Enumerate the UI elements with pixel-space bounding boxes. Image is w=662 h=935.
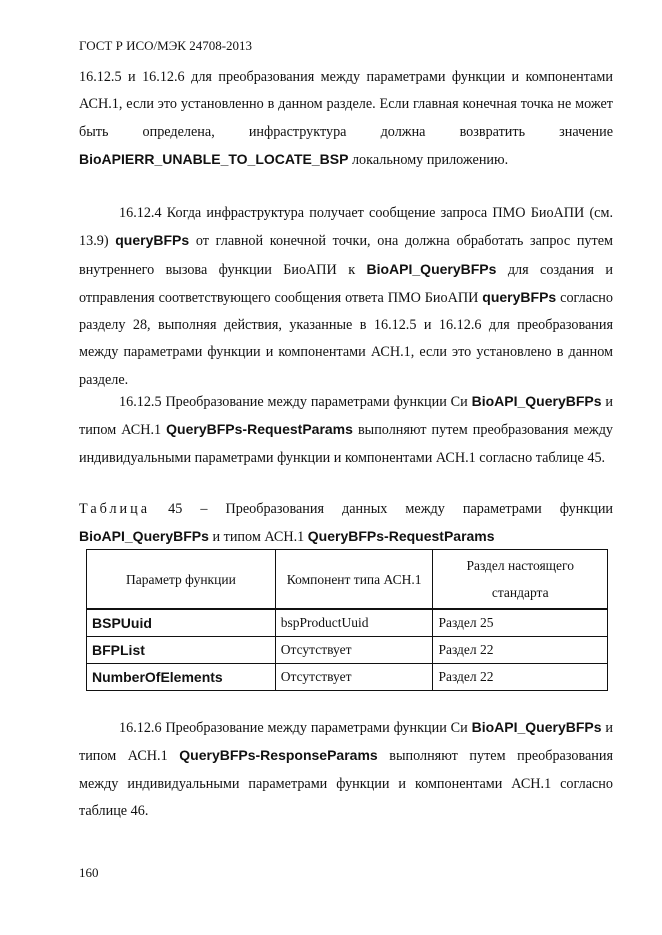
text: выполняют путем преобразования между индивидуальными параметрами функции и компонентами АСН.1 согласно таблице 46. <box>79 748 613 819</box>
table-cell: Отсутствует <box>275 637 433 664</box>
table-cell: Раздел 25 <box>433 609 608 637</box>
header-cell: Компонент типа АСН.1 <box>275 550 433 610</box>
text: 45 – Преобразования данных между параметрами функции <box>168 501 614 517</box>
header-cell: Параметр функции <box>87 550 276 610</box>
code-term: BioAPI_QueryBFPs <box>471 719 602 735</box>
table-row <box>87 637 608 664</box>
code-term: queryBFPs <box>482 288 557 305</box>
paragraph-16-12-5 <box>79 388 613 472</box>
text: для создания и отправления соответствующего сообщения ответа ПМО БиоАПИ <box>79 261 614 306</box>
text: и типом АСН.1 <box>212 529 305 546</box>
text: локальному приложению. <box>351 151 509 168</box>
table-cell: Раздел 22 <box>433 664 608 691</box>
code-term: BioAPI_QueryBFPs <box>471 393 602 409</box>
code-term: queryBFPs <box>115 232 190 249</box>
paragraph-16-12-4 <box>79 200 613 394</box>
text: 16.12.4 Когда инфраструктура получает сообщение запроса ПМО БиоАПИ (см. 13.9) <box>79 205 613 250</box>
table-cell: BSPUuid <box>87 609 276 637</box>
code-term: QueryBFPs-RequestParams <box>307 528 495 545</box>
code-term: BioAPI_QueryBFPs <box>366 260 497 277</box>
table-header-row <box>87 550 608 610</box>
table-cell: BFPList <box>87 637 276 664</box>
error-code: BioAPIERR_UNABLE_TO_LOCATE_BSP <box>79 150 349 167</box>
text: и типом АСН.1 <box>79 394 613 439</box>
table-cell: Раздел 22 <box>433 637 608 664</box>
paragraph-16-12-6 <box>79 714 613 825</box>
text: от главной конечной точки, она должна обработать запрос путем внутреннего вызова функции БиоАПИ к <box>79 233 614 278</box>
caption-label: Таблица <box>79 501 151 517</box>
table-cell: bspProductUuid <box>275 609 433 637</box>
page-header: ГОСТ Р ИСО/МЭК 24708-2013 <box>79 38 253 53</box>
page-number: 160 <box>79 865 99 880</box>
header-cell: Раздел настоящего стандарта <box>433 550 608 610</box>
paragraph-16-12-3-tail <box>79 64 613 174</box>
text: 16.12.5 и 16.12.6 для преобразования между параметрами функции и компонентами АСН.1, если это установленно в данном разделе. Если главная конечная точка не может быть определена, инфраструктура должна возвратить значение <box>79 69 613 140</box>
code-term: BioAPI_QueryBFPs <box>79 528 209 545</box>
text: 16.12.6 Преобразование между параметрами функции Си <box>119 720 468 736</box>
text: и типом АСН.1 <box>79 720 613 765</box>
table-cell: Отсутствует <box>275 664 433 691</box>
table-row <box>87 664 608 691</box>
table-cell: NumberOfElements <box>87 664 276 691</box>
table-45 <box>86 549 608 691</box>
table-caption <box>79 496 613 552</box>
text: выполняют путем преобразования между индивидуальными параметрами функции и компонентами АСН.1 согласно таблице 45. <box>79 422 614 466</box>
table-row <box>87 609 608 637</box>
text: 16.12.5 Преобразование между параметрами функции Си <box>119 394 468 410</box>
code-term: QueryBFPs-RequestParams <box>166 421 353 438</box>
text: согласно разделу 28, выполняя действия, указанные в 16.12.5 и 16.12.6 для преобразования между параметрами функции и компонентами АСН.1, если это установлено в данном разделе. <box>79 289 613 388</box>
code-term: QueryBFPs-ResponseParams <box>179 747 378 764</box>
